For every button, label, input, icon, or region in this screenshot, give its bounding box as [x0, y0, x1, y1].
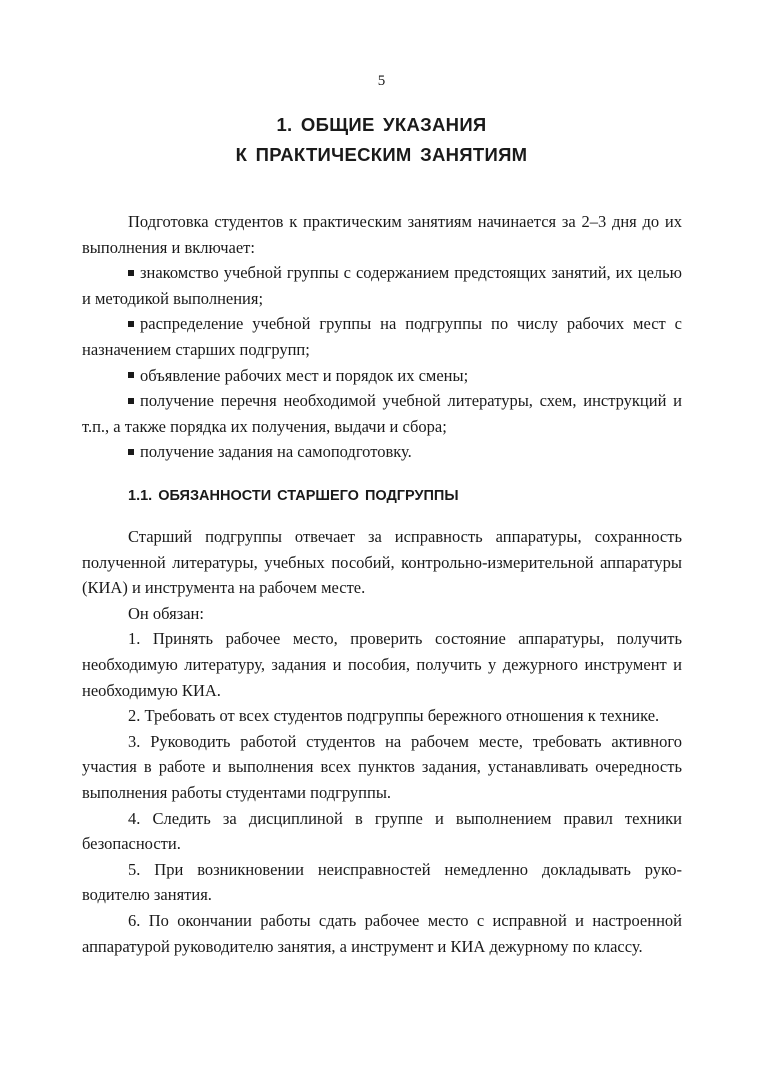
duty-item: 1. Принять рабочее место, проверить состояние аппаратуры, получить необходимую литературу, задания и пособия, получить у дежурного инструмент и необходимую КИА. — [82, 629, 682, 700]
section-title: 1.1. ОБЯЗАННОСТИ СТАРШЕГО ПОДГРУППЫ — [128, 488, 459, 504]
intro-block — [82, 209, 682, 465]
duty-item: 2. Требовать от всех студентов подгруппы бережного отношения к технике. — [128, 706, 660, 726]
list-item — [82, 363, 682, 389]
section-paragraph: Старший подгруппы отвечает за исправность аппаратуры, сохранность полученной литературы, учебных пособий, контрольно-измерительной аппаратуры (КИА) и инструмента на рабочем месте. — [82, 527, 682, 598]
duty-item: 3. Руководить работой студентов на рабочем месте, требовать активного участия в работе и выполнения всех пунктов задания, устанавливать очередность выполнения работы студентами подгруппы. — [82, 731, 682, 802]
list-item — [82, 439, 682, 465]
list-item — [82, 311, 682, 362]
section-body — [82, 524, 682, 959]
list-item-text: распределение учебной группы на подгруппы по числу рабочих мест с назначением старших подгрупп; — [82, 314, 682, 359]
chapter-title — [0, 110, 763, 170]
list-item-text: получение задания на самоподготовку. — [140, 442, 412, 462]
list-item — [82, 388, 682, 439]
duty-item: 6. По окончании работы сдать рабочее место с исправной и настроенной аппаратурой руководителю занятия, а инструмент и КИА дежурному по классу. — [82, 910, 682, 956]
list-item — [82, 260, 682, 311]
intro-paragraph: Подготовка студентов к практическим занятиям начинается за 2–3 дня до их выполнения и включает: — [82, 212, 682, 257]
duty-item: 5. При возникновении неисправностей немедленно докладывать руководителю занятия. — [82, 859, 682, 905]
chapter-title-line-1: 1. ОБЩИЕ УКАЗАНИЯ — [276, 114, 487, 135]
chapter-title-line-2: К ПРАКТИЧЕСКИМ ЗАНЯТИЯМ — [235, 144, 528, 165]
obligation-intro: Он обязан: — [128, 603, 204, 623]
duty-item: 4. Следить за дисциплиной в группе и выполнением правил техники безопасности. — [82, 808, 682, 854]
list-item-text: получение перечня необходимой учебной литературы, схем, инструкций и т.п., а также порядка их получения, выдачи и сбора; — [82, 391, 682, 436]
bullet-marker-icon — [128, 372, 134, 378]
bullet-marker-icon — [128, 398, 134, 404]
bullet-marker-icon — [128, 270, 134, 276]
list-item-text: знакомство учебной группы с содержанием предстоящих занятий, их целью и методикой выполнения; — [82, 263, 682, 308]
page-number: 5 — [377, 73, 386, 89]
bullet-marker-icon — [128, 321, 134, 327]
bullet-marker-icon — [128, 449, 134, 455]
list-item-text: объявление рабочих мест и порядок их смены; — [140, 365, 469, 385]
